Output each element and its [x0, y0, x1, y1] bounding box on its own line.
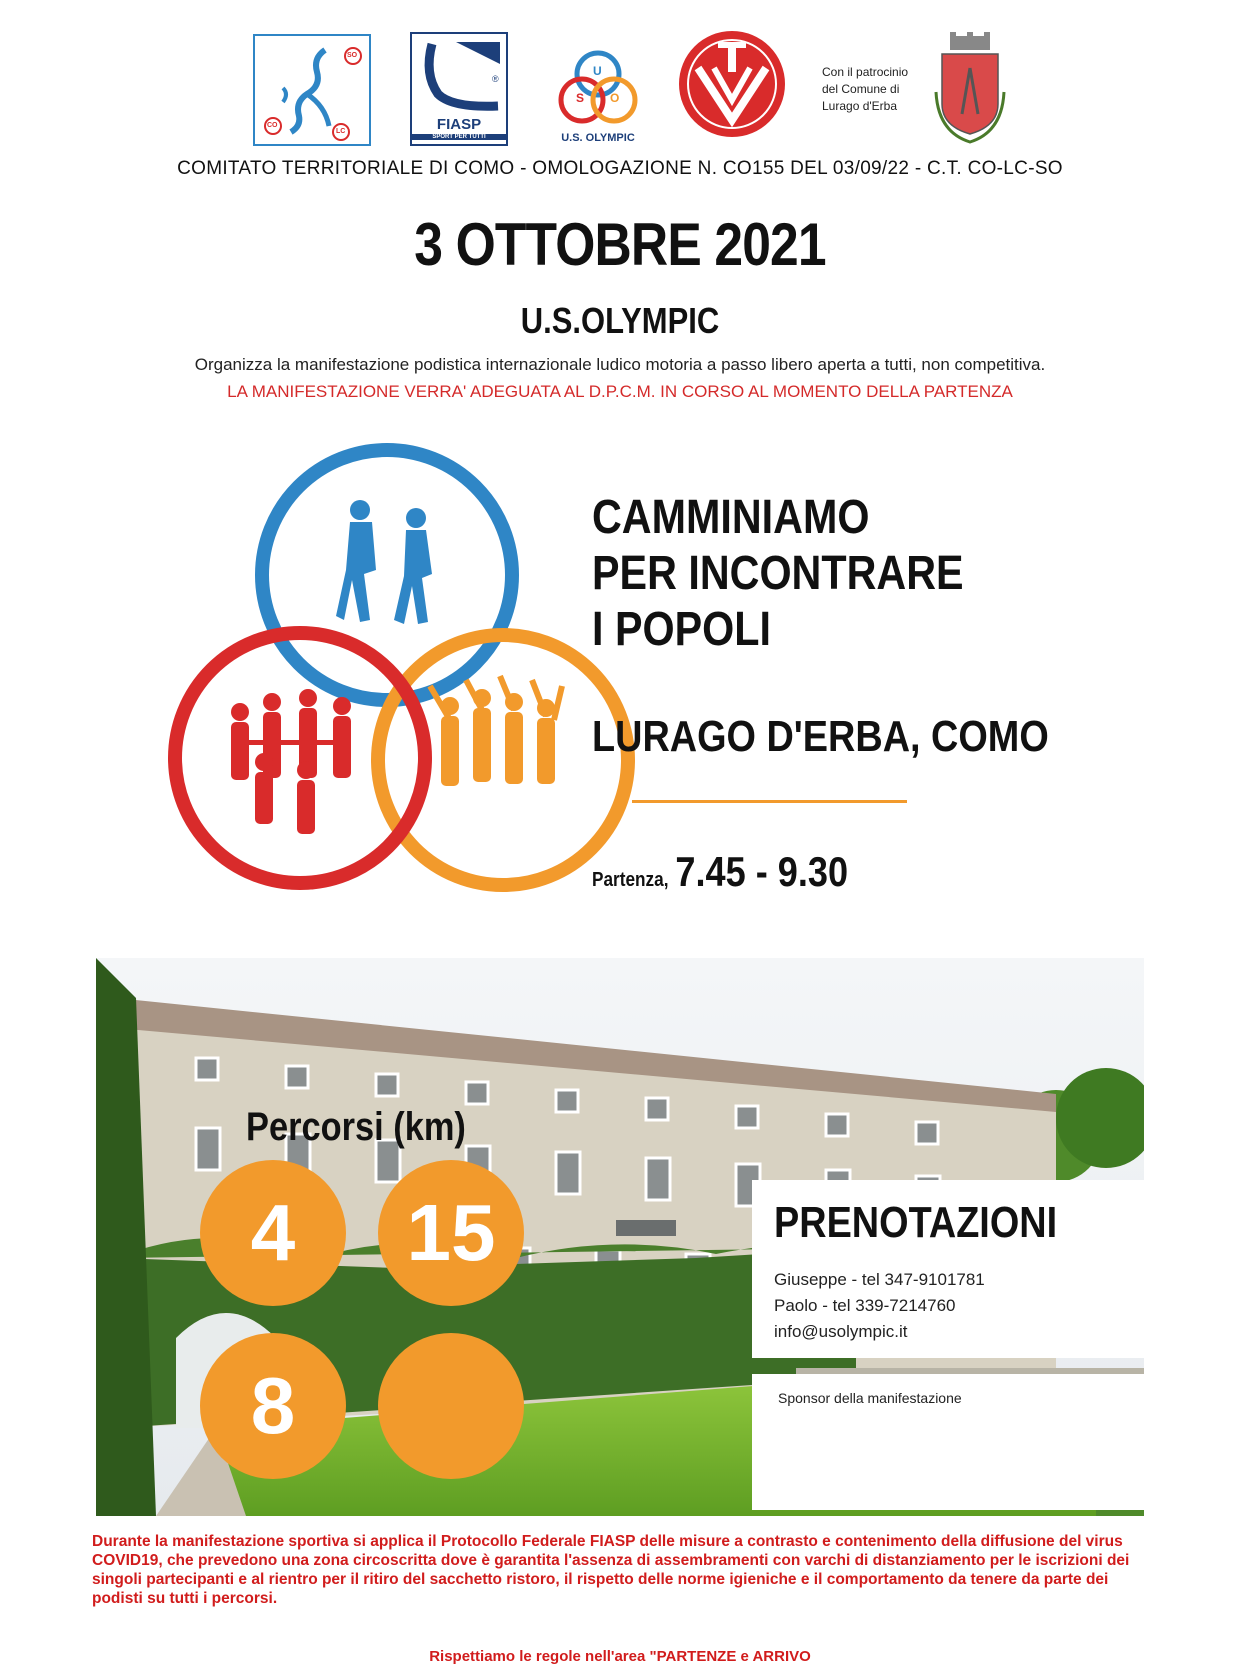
- event-date: 3 OTTOBRE 2021: [414, 211, 826, 278]
- committee-approval-line: COMITATO TERRITORIALE DI COMO - OMOLOGAZIONE N. CO155 DEL 03/09/22 - C.T. CO-LC-SO: [177, 158, 1063, 179]
- patronage-line-1: Con il patrocinio: [822, 65, 909, 79]
- event-headline: [592, 490, 964, 658]
- route-distance-4km: 4: [200, 1160, 346, 1306]
- patronage-line-3: Lurago d'Erba: [822, 99, 898, 113]
- route-distance-empty: [378, 1333, 524, 1479]
- contact-giuseppe: Giuseppe - tel 347-9101781: [774, 1270, 985, 1289]
- contact-email: info@usolympic.it: [774, 1322, 908, 1341]
- sponsor-panel: [752, 1374, 1144, 1510]
- fiasp-logo: [410, 32, 508, 146]
- headline-line-1: CAMMINIAMO: [592, 491, 870, 544]
- start-label: Partenza,: [592, 869, 669, 891]
- patronage-text: [822, 64, 908, 115]
- dpcm-notice: LA MANIFESTAZIONE VERRA' ADEGUATA AL D.P.C.M. IN CORSO AL MOMENTO DELLA PARTENZA: [227, 382, 1013, 401]
- ct-mark-co: CO: [267, 122, 278, 129]
- event-location: LURAGO D'ERBA, COMO: [592, 712, 1049, 761]
- contact-paolo: Paolo - tel 339-7214760: [774, 1296, 956, 1315]
- start-time-block: [592, 848, 848, 896]
- patronage-line-2: del Comune di: [822, 82, 900, 96]
- circle-of-people-icon: [231, 689, 351, 834]
- dancers-silhouette-icon: [336, 500, 432, 624]
- ring-letter-u: U: [593, 64, 602, 78]
- area-rules-text: Rispettiamo le regole nell'area "PARTENZE e ARRIVO: [429, 1648, 811, 1665]
- booking-title: PRENOTAZIONI: [774, 1198, 1058, 1247]
- headline-line-3: I POPOLI: [592, 603, 771, 656]
- ct-como-logo: [253, 34, 371, 146]
- ring-letter-o: O: [610, 91, 620, 105]
- event-description: Organizza la manifestazione podistica internazionale ludico motoria a passo libero aperta a tutti, non competitiva.: [194, 355, 1046, 374]
- people-raised-hands-icon: [430, 676, 562, 786]
- orange-ring: [378, 635, 628, 885]
- usolympic-logo: [548, 48, 648, 148]
- fiasp-name: FIASP: [436, 116, 482, 133]
- coat-of-arms-icon: [932, 32, 1008, 146]
- sponsor-label: Sponsor della manifestazione: [778, 1390, 962, 1406]
- route-distance-8km: 8: [200, 1333, 346, 1479]
- ivv-logo: [676, 28, 788, 140]
- lurago-coat-of-arms: [932, 32, 1008, 146]
- ct-mark-lc: LC: [336, 128, 346, 135]
- usolympic-name: U.S. OLYMPIC: [561, 132, 635, 144]
- ring-letter-s: S: [576, 91, 585, 105]
- fiasp-tagline: SPORT PER TUTTI: [412, 134, 506, 140]
- start-time: 7.45 - 9.30: [675, 848, 849, 895]
- olympic-rings-icon: [548, 48, 648, 132]
- routes-title: Percorsi (km): [246, 1105, 466, 1149]
- booking-panel: [752, 1180, 1144, 1358]
- headline-line-2: PER INCONTRARE: [592, 547, 964, 600]
- ct-mark-so: SO: [347, 52, 358, 59]
- fiasp-reg-mark: ®: [492, 74, 499, 84]
- orange-divider: [632, 800, 907, 803]
- route-distance-15km: 15: [378, 1160, 524, 1306]
- organizer-name: U.S.OLYMPIC: [520, 300, 720, 341]
- three-rings-illustration: [160, 440, 650, 920]
- ivv-globe-icon: [676, 28, 788, 140]
- covid-protocol-text: Durante la manifestazione sportiva si applica il Protocollo Federale FIASP delle misure a contrasto e contenimento della diffusione del virus COVID19, che prevedono una zona circoscritta dove è garantita l'assenza di assembramenti con varchi di distanziamento per le iscrizioni dei singoli partecipanti e al rientro per il ritiro del sacchetto ristoro, il rispetto delle norme igieniche e il comportamento da tenere da parte dei podisti su tutti i percorsi.: [92, 1533, 1130, 1607]
